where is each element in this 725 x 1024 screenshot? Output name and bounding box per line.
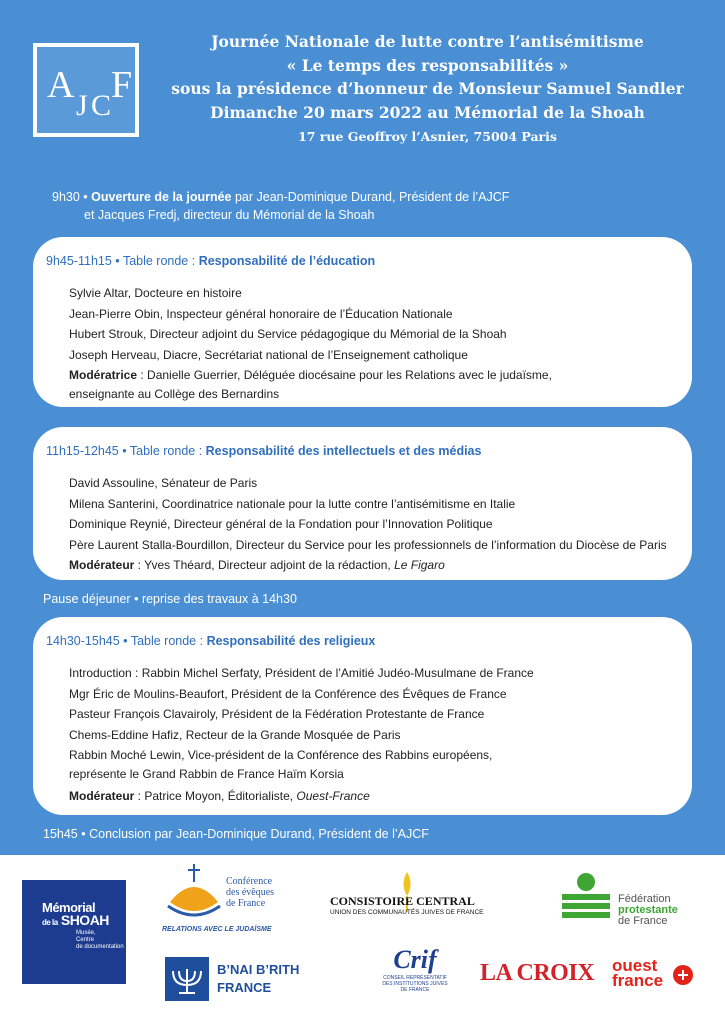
memorial-shoah-logo: Mémorial de la SHOAH Musée, Centre de documentation [22, 880, 126, 984]
menorah-icon [165, 957, 209, 1001]
speaker: Père Laurent Stalla-Bourdillon, Directeur du Service pour les professionnels de l’information du Diocèse de Paris [69, 537, 667, 552]
moderator: Modérateur : Yves Théard, Directeur adjoint de la rédaction, Le Figaro [69, 558, 445, 572]
speaker: Sylvie Altar, Docteure en histoire [69, 286, 242, 300]
event-patronage: sous la présidence d’honneur de Monsieur Samuel Sandler [171, 79, 684, 98]
opening-line: 9h30 • Ouverture de la journée par Jean-Dominique Durand, Président de l’AJCF [52, 190, 510, 204]
event-theme: « Le temps des responsabilités » [286, 55, 569, 75]
conclusion-line: 15h45 • Conclusion par Jean-Dominique Durand, Président de l’AJCF [43, 827, 429, 841]
session-title: 9h45-11h15 • Table ronde : Responsabilité de l’éducation [46, 254, 376, 268]
speaker-list [69, 473, 667, 576]
speaker-list [69, 663, 534, 806]
session-title: 14h30-15h45 • Table ronde : Responsabilité des religieux [46, 634, 376, 648]
cross-fish-icon [162, 862, 224, 924]
speaker: David Assouline, Sénateur de Paris [69, 476, 258, 490]
moderator: Modératrice : Danielle Guerrier, Déléguée diocésaine pour les Relations avec le judaïsme, [69, 368, 552, 382]
speaker: Hubert Strouk, Directeur adjoint du Service pédagogique du Mémorial de la Shoah [69, 327, 507, 341]
speaker: Rabbin Moché Lewin, Vice-président de la Conférence des Rabbins européens, [69, 748, 493, 762]
moderator: Modérateur : Patrice Moyon, Éditorialiste, Ouest-France [69, 788, 370, 803]
session-card-education [33, 237, 692, 407]
event-date: Dimanche 20 mars 2022 au Mémorial de la Shoah [210, 102, 645, 122]
consistoire-logo: CONSISTOIRE CENTRAL UNION DES COMMUNAUTÉS JUIVES DE FRANCE [330, 880, 490, 926]
moderator-line-2: enseignante au Collège des Bernardins [69, 386, 280, 401]
speaker: représente le Grand Rabbin de France Haïm Korsia [69, 766, 344, 781]
lunch-break: Pause déjeuner • reprise des travaux à 14h30 [43, 592, 297, 606]
ouest-france-emblem-icon [672, 964, 694, 986]
event-header [150, 30, 705, 147]
speaker: Joseph Herveau, Diacre, Secrétariat national de l’Enseignement catholique [69, 347, 468, 362]
speaker: Jean-Pierre Obin, Inspecteur général honoraire de l’Éducation Nationale [69, 306, 453, 321]
speaker: Pasteur François Clavairoly, Président de la Fédération Protestante de France [69, 707, 485, 721]
event-title: Journée Nationale de lutte contre l’antisémitisme [211, 32, 644, 51]
cef-logo: Conférence des évêques de France RELATIONS AVEC LE JUDAÏSME [162, 862, 292, 938]
ouest-france-logo: ouest france [612, 958, 702, 998]
session-card-media [33, 427, 692, 580]
speaker: Mgr Éric de Moulins-Beaufort, Président de la Conférence des Évêques de France [69, 686, 507, 701]
speaker: Milena Santerini, Coordinatrice nationale pour la lutte contre l’antisémitisme en Italie [69, 496, 516, 511]
ajcf-logo: A J C F [33, 43, 139, 137]
session-title: 11h15-12h45 • Table ronde : Responsabilité des intellectuels et des médias [46, 444, 482, 458]
bnai-brith-logo: B’NAI B’RITH FRANCE [165, 955, 305, 1005]
opening-line-2: et Jacques Fredj, directeur du Mémorial de la Shoah [84, 208, 375, 222]
fpf-logo: Fédération protestante de France [562, 870, 702, 930]
speaker-list [69, 283, 552, 402]
speaker: Chems-Eddine Hafiz, Recteur de la Grande Mosquée de Paris [69, 727, 401, 742]
session-card-religious [33, 617, 692, 815]
fpf-emblem-icon [562, 870, 610, 924]
la-croix-logo: LA CROIX [480, 960, 595, 986]
crif-logo: Crif CONSEIL REPRÉSENTATIF DES INSTITUTIONS JUIVES DE FRANCE [382, 945, 448, 993]
speaker: Introduction : Rabbin Michel Serfaty, Président de l’Amitié Judéo-Musulmane de France [69, 666, 534, 680]
event-address: 17 rue Geoffroy l’Asnier, 75004 Paris [298, 129, 557, 144]
speaker: Dominique Reynié, Directeur général de la Fondation pour l’Innovation Politique [69, 517, 493, 531]
